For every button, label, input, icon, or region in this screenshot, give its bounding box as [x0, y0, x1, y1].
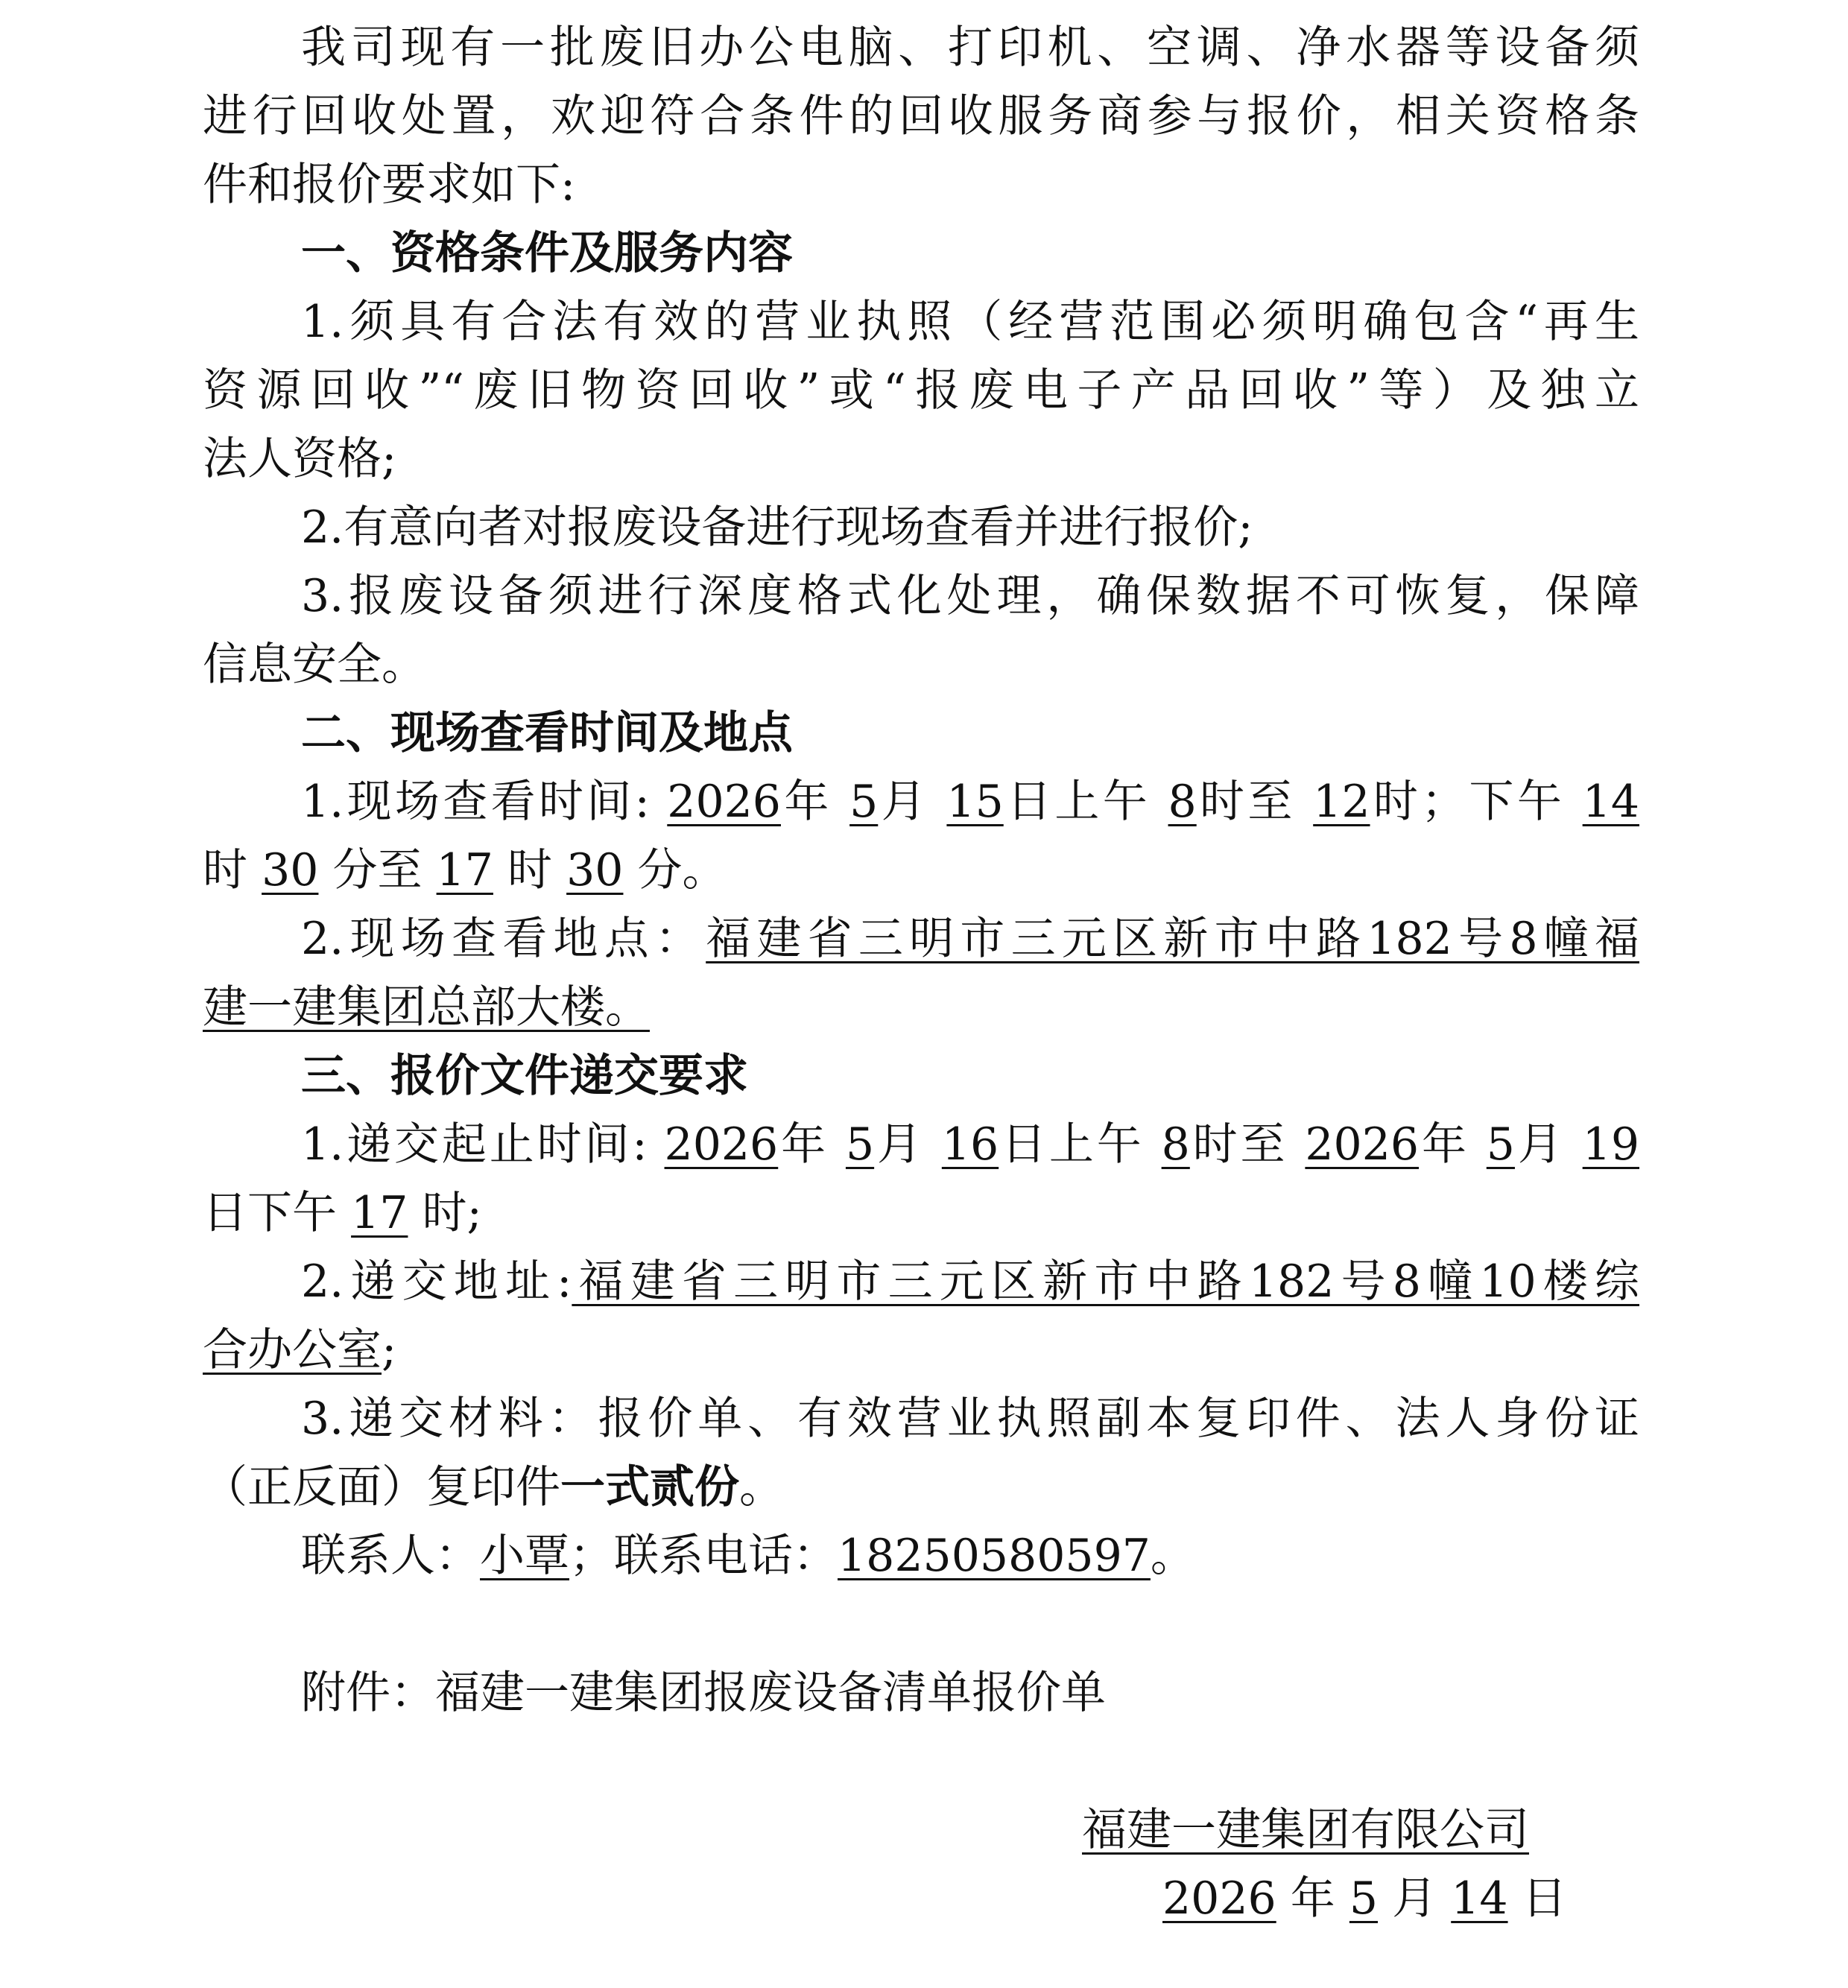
s1-item3-line-2: 信息安全。	[203, 639, 426, 691]
signature-day: 14	[1451, 1873, 1508, 1925]
s3-addr-label: 2.递交地址:	[301, 1256, 572, 1308]
s3-time-line-1: 1.递交起止时间: 2026年 5月 16日上午 8时至 2026年 5月 19	[301, 1118, 1639, 1171]
s2-time-day: 15	[946, 776, 1004, 828]
contact-label: 联系人：	[301, 1530, 480, 1582]
s2-time-am-end: 12	[1313, 776, 1370, 828]
s3-materials-text: （正反面）复印件	[203, 1461, 560, 1513]
s3-materials-line-2: （正反面）复印件一式贰份。	[203, 1461, 784, 1513]
s3-time-line-2: 日下午 17 时;	[203, 1187, 482, 1239]
s1-item1-line-2: 资源回收”“废旧物资回收”或“报废电子产品回收”等）及独立	[203, 364, 1639, 417]
s2-place-address-2: 建一建集团总部大楼。	[203, 981, 650, 1033]
section-1-heading: 一、资格条件及服务内容	[301, 227, 793, 279]
s2-place-line-1	[301, 905, 1639, 973]
s3-addr-line-2: 合办公室;	[203, 1324, 397, 1376]
signature-year: 2026	[1162, 1873, 1276, 1925]
s3-start-month: 5	[845, 1118, 875, 1171]
s3-end-year: 2026	[1305, 1118, 1420, 1171]
contact-name: 小覃	[480, 1530, 569, 1582]
s2-place-line-2	[203, 973, 1639, 1042]
signature-company: 福建一建集团有限公司	[1082, 1804, 1529, 1856]
s2-place-label: 2.现场查看地点：	[301, 913, 706, 965]
s2-time-am-start: 8	[1168, 776, 1197, 828]
s2-time-line-2: 时 30 分至 17 时 30 分。	[203, 844, 727, 896]
s1-item1-line-1: 1.须具有合法有效的营业执照（经营范围必须明确包含“再生	[301, 296, 1639, 348]
s2-time-end-hour: 17	[436, 844, 493, 896]
s3-materials-copies: 一式贰份	[560, 1461, 739, 1513]
s2-time-end-min: 30	[566, 844, 624, 896]
s3-start-year: 2026	[664, 1118, 779, 1171]
s2-time-month: 5	[849, 776, 879, 828]
phone-label: ；联系电话：	[569, 1530, 838, 1582]
intro-line-1: 我司现有一批废旧办公电脑、打印机、空调、净水器等设备须	[301, 22, 1639, 74]
contact-line: 联系人：小覃；联系电话：18250580597。	[301, 1530, 1195, 1582]
s3-end-month: 5	[1486, 1118, 1515, 1171]
s3-addr-2: 合办公室	[203, 1324, 382, 1376]
contact-phone: 18250580597	[838, 1530, 1151, 1582]
s3-end-day: 19	[1582, 1118, 1639, 1171]
signature-date: 2026 年 5 月 14 日	[1162, 1873, 1567, 1925]
s3-materials-line-1: 3.递交材料：报价单、有效营业执照副本复印件、法人身份证	[301, 1393, 1639, 1445]
intro-line-2: 进行回收处置，欢迎符合条件的回收服务商参与报价，相关资格条	[203, 90, 1639, 142]
s3-start-hour: 8	[1161, 1118, 1190, 1171]
s1-item3-line-1: 3.报废设备须进行深度格式化处理，确保数据不可恢复，保障	[301, 570, 1639, 622]
s2-time-line-1: 1.现场查看时间: 2026年 5月 15日上午 8时至 12时；下午 14	[301, 776, 1639, 828]
s2-time-label: 1.现场查看时间:	[301, 776, 650, 828]
s1-item1-line-3: 法人资格;	[203, 433, 397, 485]
s3-start-day: 16	[941, 1118, 999, 1171]
section-2-heading: 二、现场查看时间及地点	[301, 707, 793, 759]
s2-time-pm-hour: 14	[1582, 776, 1639, 828]
s3-addr-1: 福建省三明市三元区新市中路182号8幢10楼综	[572, 1256, 1639, 1308]
s2-time-pm-min: 30	[262, 844, 319, 896]
signature-month: 5	[1349, 1873, 1379, 1925]
section-3-heading: 三、报价文件递交要求	[301, 1050, 748, 1102]
s1-item2: 2.有意向者对报废设备进行现场查看并进行报价;	[301, 501, 1253, 554]
s3-time-label: 1.递交起止时间:	[301, 1118, 648, 1171]
intro-line-3: 件和报价要求如下:	[203, 159, 576, 211]
s3-addr-line-1	[301, 1247, 1639, 1316]
s2-time-year: 2026	[667, 776, 781, 828]
s2-place-address-1: 福建省三明市三元区新市中路182号8幢福	[706, 913, 1639, 965]
attachment-line: 附件：福建一建集团报废设备清单报价单	[301, 1667, 1106, 1719]
s3-end-hour: 17	[351, 1187, 408, 1239]
